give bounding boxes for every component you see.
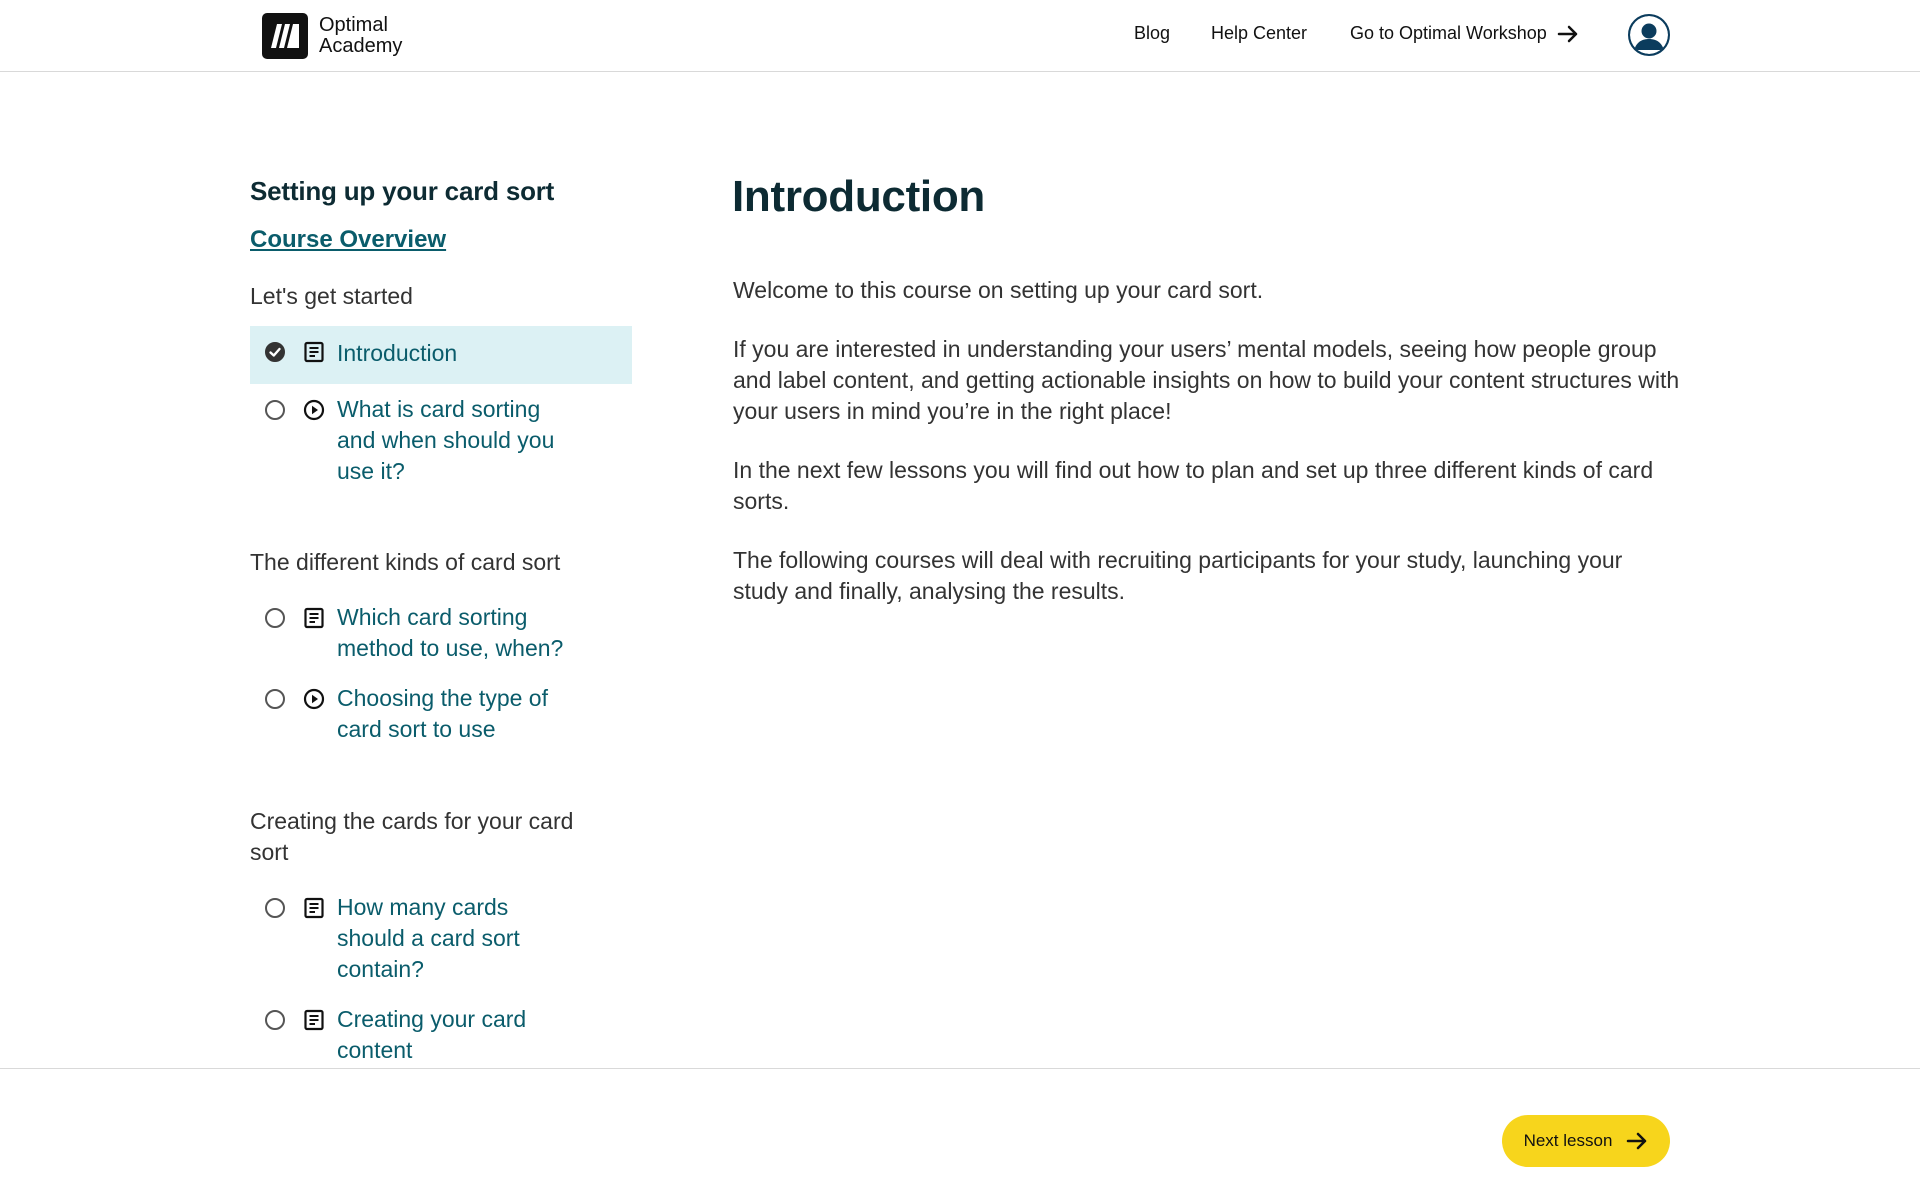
- article-icon: [303, 897, 325, 919]
- optimal-academy-logo[interactable]: [262, 13, 402, 59]
- video-icon: [303, 399, 325, 421]
- lesson-label: Creating your card content: [337, 1006, 527, 1063]
- lesson-paragraph: The following courses will deal with recruiting participants for your study, launching your study and finally, analysing the results.: [733, 547, 1623, 604]
- incomplete-circle-icon: [265, 689, 285, 709]
- lesson-paragraph: Welcome to this course on setting up your card sort.: [733, 277, 1264, 303]
- lesson-paragraph: In the next few lessons you will find out how to plan and set up three different kinds of card sorts.: [733, 457, 1654, 514]
- article-icon: [303, 607, 325, 629]
- next-lesson-button[interactable]: [1502, 1115, 1670, 1167]
- incomplete-circle-icon: [265, 400, 285, 420]
- lesson-label: Which card sorting method to use, when?: [337, 604, 564, 661]
- lesson-footer: [0, 1068, 1920, 1201]
- arrow-right-icon: [1626, 1132, 1648, 1150]
- nav-link-go-to-workshop[interactable]: [1350, 23, 1579, 44]
- lesson-paragraph: If you are interested in understanding your users’ mental models, seeing how people group and label content, and getting actionable insights on how to build your content structures with your users in mind you’re in the right place!: [733, 336, 1680, 424]
- course-overview-link[interactable]: Course Overview: [250, 226, 447, 253]
- incomplete-circle-icon: [265, 608, 285, 628]
- article-icon: [303, 1009, 325, 1031]
- logo-line-1: Optimal: [319, 14, 388, 36]
- lesson-body: [733, 275, 1683, 635]
- logo-line-2: Academy: [319, 35, 403, 57]
- lesson-label: Choosing the type of card sort to use: [337, 685, 548, 742]
- lesson-item-introduction[interactable]: [250, 326, 632, 384]
- section-title: Let's get started: [250, 283, 413, 309]
- top-navigation-bar: [0, 0, 1920, 72]
- incomplete-circle-icon: [265, 1010, 285, 1030]
- lesson-label: Introduction: [337, 340, 458, 366]
- lesson-label: What is card sorting and when should you use it?: [337, 396, 555, 484]
- incomplete-circle-icon: [265, 898, 285, 918]
- lesson-title: Introduction: [732, 172, 986, 221]
- completed-check-icon: [265, 342, 285, 362]
- article-icon: [303, 341, 325, 363]
- arrow-right-icon: [1557, 25, 1579, 43]
- lesson-label: How many cards should a card sort contain?: [337, 894, 520, 982]
- optimal-logo-icon: [262, 13, 308, 59]
- course-title: Setting up your card sort: [250, 176, 555, 206]
- nav-link-help-center[interactable]: Help Center: [1211, 23, 1308, 43]
- logo-wordmark: [319, 15, 402, 57]
- section-title: Creating the cards for your card sort: [250, 808, 574, 865]
- next-lesson-label: Next lesson: [1523, 1131, 1613, 1150]
- section-title: The different kinds of card sort: [250, 549, 561, 575]
- nav-link-go-to-workshop-label: Go to Optimal Workshop: [1350, 23, 1547, 43]
- user-avatar-icon[interactable]: [1628, 14, 1670, 56]
- video-icon: [303, 688, 325, 710]
- nav-link-blog[interactable]: Blog: [1134, 23, 1171, 43]
